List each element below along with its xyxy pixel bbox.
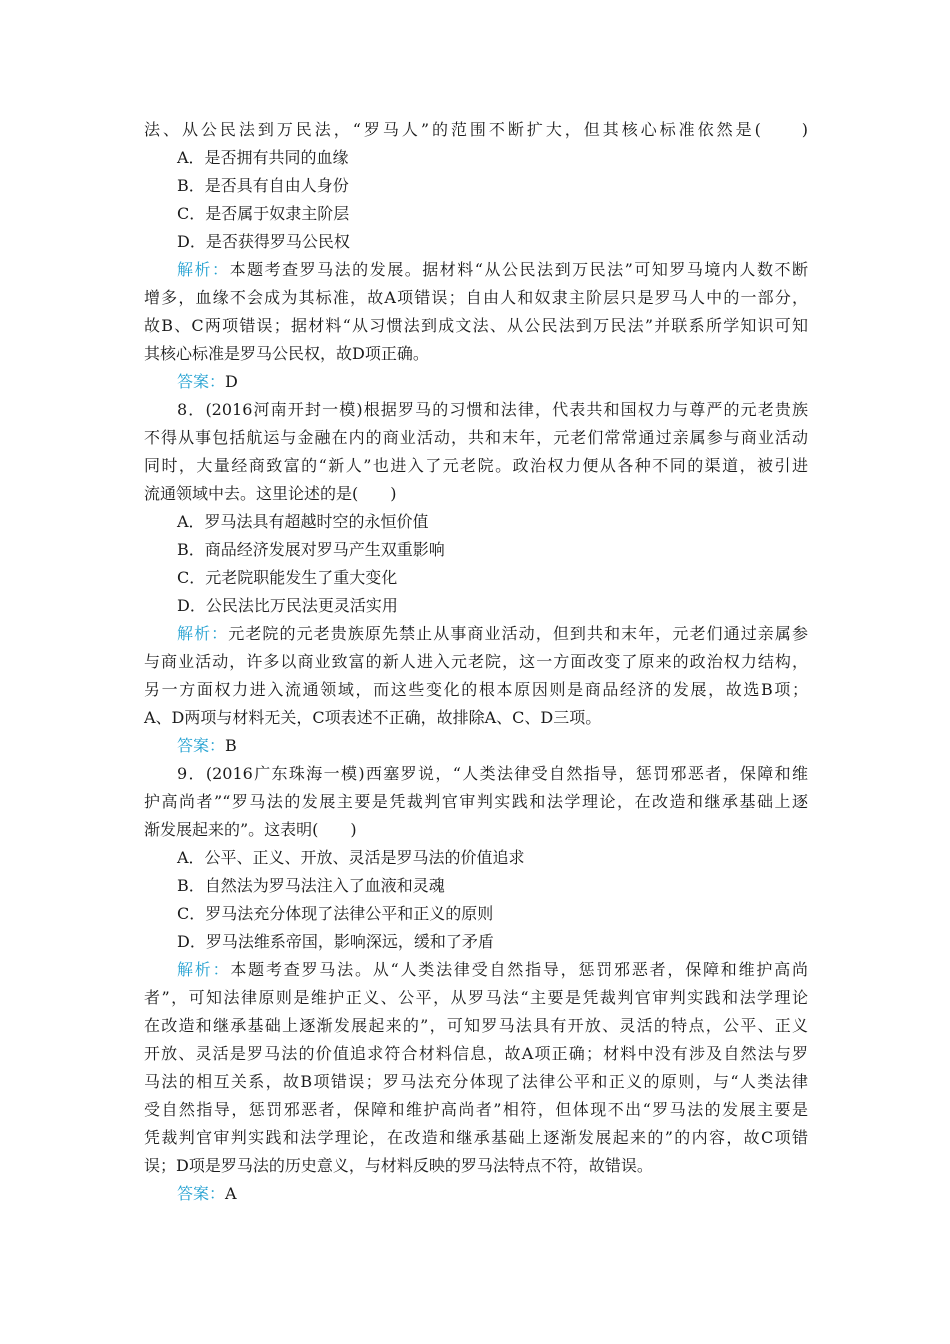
- question-9-analysis-line: 误；D项是罗马法的历史意义，与材料反映的罗马法特点不符，故错误。: [144, 1156, 653, 1175]
- answer-value: B: [225, 736, 237, 755]
- question-8-stem-line: 不得从事包括航运与金融在内的商业活动，共和末年，元老们常常通过亲属参与商业活动: [144, 428, 808, 447]
- question-9-option-a: A．公平、正义、开放、灵活是罗马法的价值追求: [177, 848, 525, 867]
- question-7-analysis-line: 其核心标准是罗马公民权，故D项正确。: [144, 344, 429, 363]
- question-7-option-b: B．是否具有自由人身份: [177, 176, 349, 195]
- question-8-analysis-line: [144, 620, 808, 648]
- question-9-analysis-line: [144, 956, 808, 984]
- analysis-label: 解析：: [177, 960, 231, 979]
- question-8-stem-line: 流通领域中去。这里论述的是( ): [144, 484, 397, 503]
- question-8-option-d: D．公民法比万民法更灵活实用: [177, 596, 398, 615]
- question-7-stem-line: 法、从公民法到万民法，“罗马人”的范围不断扩大，但其核心标准依然是( ): [144, 120, 808, 139]
- question-9-stem-line: 渐发展起来的”。这表明( ): [144, 820, 357, 839]
- question-8-analysis-line: 另一方面权力进入流通领域，而这些变化的根本原因则是商品经济的发展，故选B项；: [144, 680, 808, 699]
- question-7-option-c: C．是否属于奴隶主阶层: [177, 204, 350, 223]
- analysis-text: 元老院的元老贵族原先禁止从事商业活动，但到共和末年，元老们通过亲属参: [228, 624, 808, 643]
- question-8-analysis-line: 与商业活动，许多以商业致富的新人进入元老院，这一方面改变了原来的政治权力结构，: [144, 652, 808, 671]
- question-7-answer: [144, 368, 808, 396]
- question-8-stem-line: 同时，大量经商致富的“新人”也进入了元老院。政治权力便从各种不同的渠道，被引进: [144, 456, 808, 475]
- question-9-stem-line: 9．(2016广东珠海一模)西塞罗说，“人类法律受自然指导，惩罚邪恶者，保障和维: [177, 764, 808, 783]
- question-7-option-a: A．是否拥有共同的血缘: [177, 148, 349, 167]
- answer-value: A: [225, 1184, 237, 1203]
- question-9-analysis-line: 者”，可知法律原则是维护正义、公平，从罗马法“主要是凭裁判官审判实践和法学理论: [144, 988, 808, 1007]
- question-9-option-c: C．罗马法充分体现了法律公平和正义的原则: [177, 904, 494, 923]
- analysis-text: 本题考查罗马法。从“人类法律受自然指导，惩罚邪恶者，保障和维护高尚: [230, 960, 808, 979]
- analysis-label: 解析：: [177, 624, 229, 643]
- question-9-analysis-line: 开放、灵活是罗马法的价值追求符合材料信息，故A项正确；材料中没有涉及自然法与罗: [144, 1044, 808, 1063]
- question-7-analysis-line: 增多，血缘不会成为其标准，故A项错误；自由人和奴隶主阶层只是罗马人中的一部分，: [144, 288, 808, 307]
- document-page: [144, 116, 808, 1208]
- question-9-analysis-line: 马法的相互关系，故B项错误；罗马法充分体现了法律公平和正义的原则，与“人类法律: [144, 1072, 808, 1091]
- question-8-stem-line: 8．(2016河南开封一模)根据罗马的习惯和法律，代表共和国权力与尊严的元老贵族: [177, 400, 808, 419]
- question-8-analysis-line: A、D两项与材料无关，C项表述不正确，故排除A、C、D三项。: [144, 708, 602, 727]
- question-8-answer: [144, 732, 808, 760]
- analysis-label: 解析：: [177, 260, 230, 279]
- question-7-analysis-line: 故B、C两项错误；据材料“从习惯法到成文法、从公民法到万民法”并联系所学知识可知: [144, 316, 808, 335]
- question-8-option-a: A．罗马法具有超越时空的永恒价值: [177, 512, 429, 531]
- question-9-analysis-line: 在改造和继承基础上逐渐发展起来的”，可知罗马法具有开放、灵活的特点，公平、正义: [144, 1016, 808, 1035]
- question-9-answer: [144, 1180, 808, 1208]
- question-9-option-d: D．罗马法维系帝国，影响深远，缓和了矛盾: [177, 932, 494, 951]
- question-8-option-c: C．元老院职能发生了重大变化: [177, 568, 398, 587]
- answer-label: 答案：: [177, 736, 226, 755]
- question-9-analysis-line: 受自然指导，惩罚邪恶者，保障和维护高尚者”相符，但体现不出“罗马法的发展主要是: [144, 1100, 808, 1119]
- answer-label: 答案：: [177, 372, 226, 391]
- question-7-option-d: D．是否获得罗马公民权: [177, 232, 350, 251]
- question-9-analysis-line: 凭裁判官审判实践和法学理论，在改造和继承基础上逐渐发展起来的”的内容，故C项错: [144, 1128, 808, 1147]
- answer-value: D: [225, 372, 238, 391]
- question-7-analysis-line: [144, 256, 808, 284]
- answer-label: 答案：: [177, 1184, 226, 1203]
- question-9-stem-line: 护高尚者”“罗马法的发展主要是凭裁判官审判实践和法学理论，在改造和继承基础上逐: [144, 792, 808, 811]
- question-8-option-b: B．商品经济发展对罗马产生双重影响: [177, 540, 445, 559]
- analysis-text: 本题考查罗马法的发展。据材料“从公民法到万民法”可知罗马境内人数不断: [229, 260, 808, 279]
- question-9-option-b: B．自然法为罗马法注入了血液和灵魂: [177, 876, 445, 895]
